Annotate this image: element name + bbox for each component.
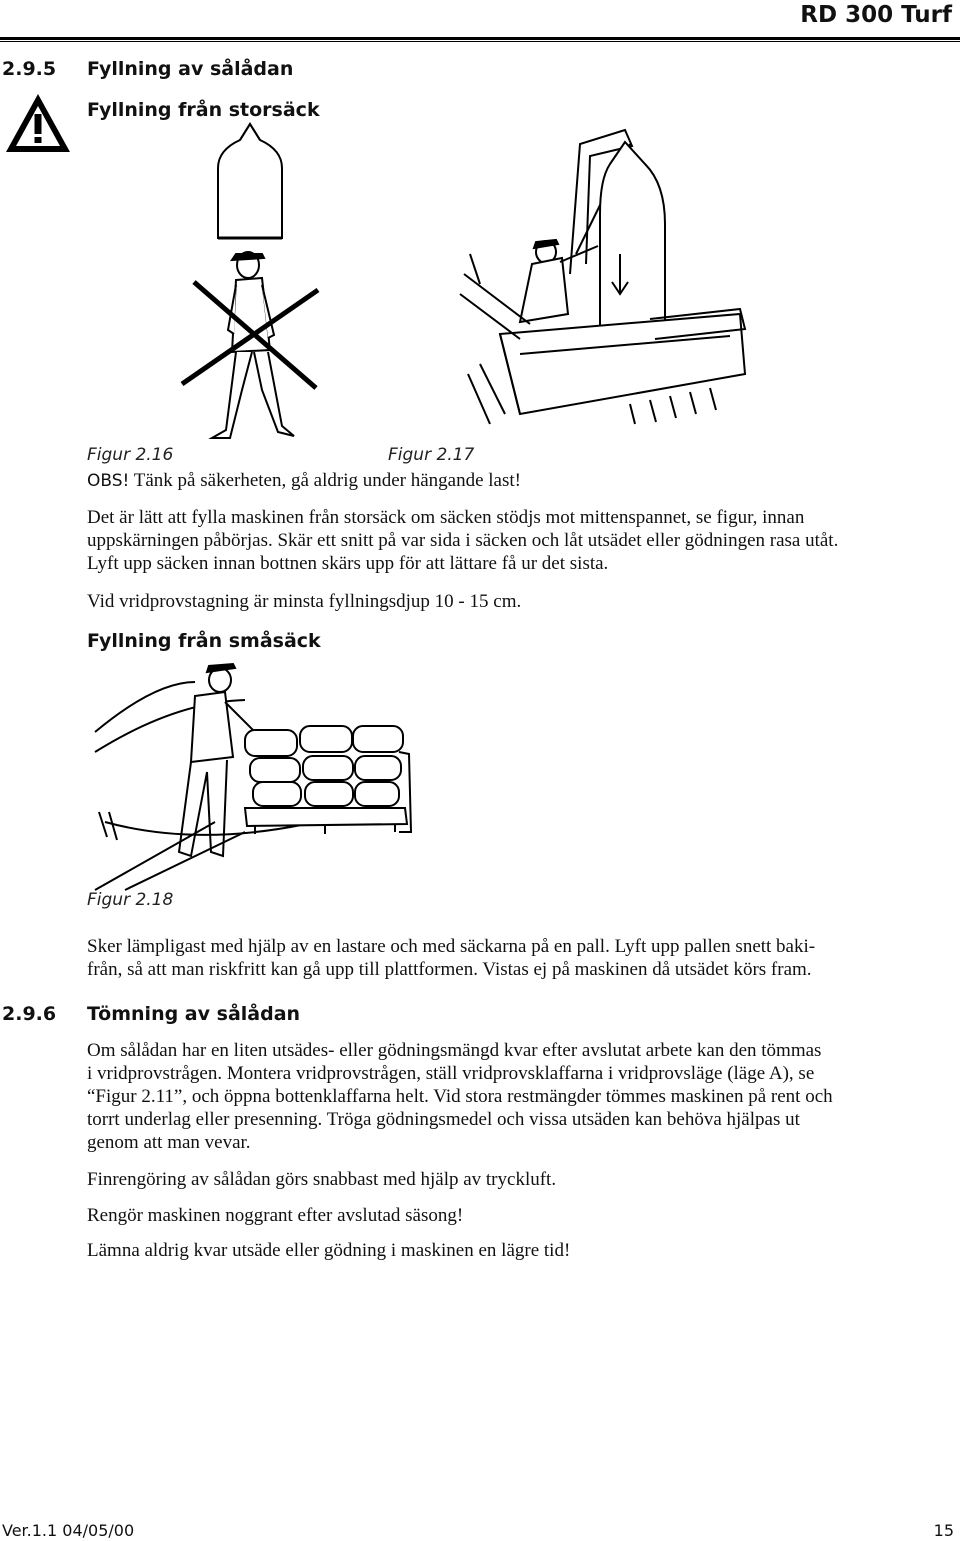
- section-title: Tömning av sålådan: [87, 1003, 301, 1025]
- document-title: RD 300 Turf: [800, 2, 952, 28]
- warning-text: Tänk på säkerheten, gå aldrig under hängande last!: [129, 470, 521, 491]
- text-line: uppskärningen påbörjas. Skär ett snitt på var sida i säcken och låt utsädet eller gödningen rasa utåt.: [87, 530, 839, 551]
- figure-2-18-illustration: [95, 662, 415, 890]
- text-line: i vridprovstrågen. Montera vridprovstrågen, ställ vridprovsklaffarna i vridprovsläge (läge A), se: [87, 1063, 815, 1084]
- section-number: 2.9.5: [2, 58, 57, 80]
- warning-obs-label: OBS!: [87, 471, 130, 491]
- text-line: torrt underlag eller presenning. Tröga gödningsmedel och vissa utsäden kan behöva hjälpas ut: [87, 1109, 800, 1130]
- subsection-title-smallbag: Fyllning från småsäck: [87, 630, 321, 652]
- section-number: 2.9.6: [2, 1003, 57, 1025]
- paragraph-bigbag: [87, 506, 838, 575]
- paragraph-season: Rengör maskinen noggrant efter avslutad säsong!: [87, 1205, 464, 1226]
- paragraph-cleaning: Finrengöring av sålådan görs snabbast med hjälp av tryckluft.: [87, 1169, 557, 1190]
- warning-line: [87, 469, 521, 493]
- figure-caption-2-17: Figur 2.17: [388, 445, 475, 465]
- text-line: från, så att man riskfritt kan gå upp till plattformen. Vistas ej på maskinen då utsädet körs fram.: [87, 959, 812, 980]
- figure-2-17-illustration: [460, 124, 760, 444]
- header-rule-thin: [0, 41, 960, 42]
- figure-caption-2-18: Figur 2.18: [87, 890, 174, 910]
- figure-2-16-illustration: [170, 120, 340, 445]
- footer-version: Ver.1.1 04/05/00: [2, 1521, 135, 1540]
- figure-caption-2-16: Figur 2.16: [87, 445, 174, 465]
- section-title: Fyllning av sålådan: [87, 58, 294, 80]
- warning-triangle-icon: [4, 92, 72, 154]
- text-line: Det är lätt att fylla maskinen från storsäck om säcken stödjs mot mittenspannet, se figur, innan: [87, 507, 805, 528]
- text-line: Om sålådan har en liten utsädes- eller gödningsmängd kvar efter avslutat arbete kan den tömmas: [87, 1040, 822, 1061]
- text-line: genom att man vevar.: [87, 1132, 251, 1153]
- paragraph-warning-leftover: Lämna aldrig kvar utsäde eller gödning i maskinen en lägre tid!: [87, 1240, 571, 1261]
- text-line: Lyft upp säcken innan bottnen skärs upp för att lättare få ur det sista.: [87, 553, 609, 574]
- text-line: “Figur 2.11”, och öppna bottenklaffarna helt. Vid stora restmängder tömmes maskinen på rent och: [87, 1086, 833, 1107]
- paragraph-emptying: [87, 1039, 833, 1154]
- paragraph-smallbag: [87, 935, 815, 981]
- subsection-title-bigbag: Fyllning från storsäck: [87, 99, 320, 121]
- paragraph-depth: Vid vridprovstagning är minsta fyllningsdjup 10 - 15 cm.: [87, 591, 522, 612]
- header-rule: [0, 37, 960, 40]
- text-line: Sker lämpligast med hjälp av en lastare och med säckarna på en pall. Lyft upp pallen snett baki-: [87, 936, 816, 957]
- page-number: 15: [933, 1521, 954, 1540]
